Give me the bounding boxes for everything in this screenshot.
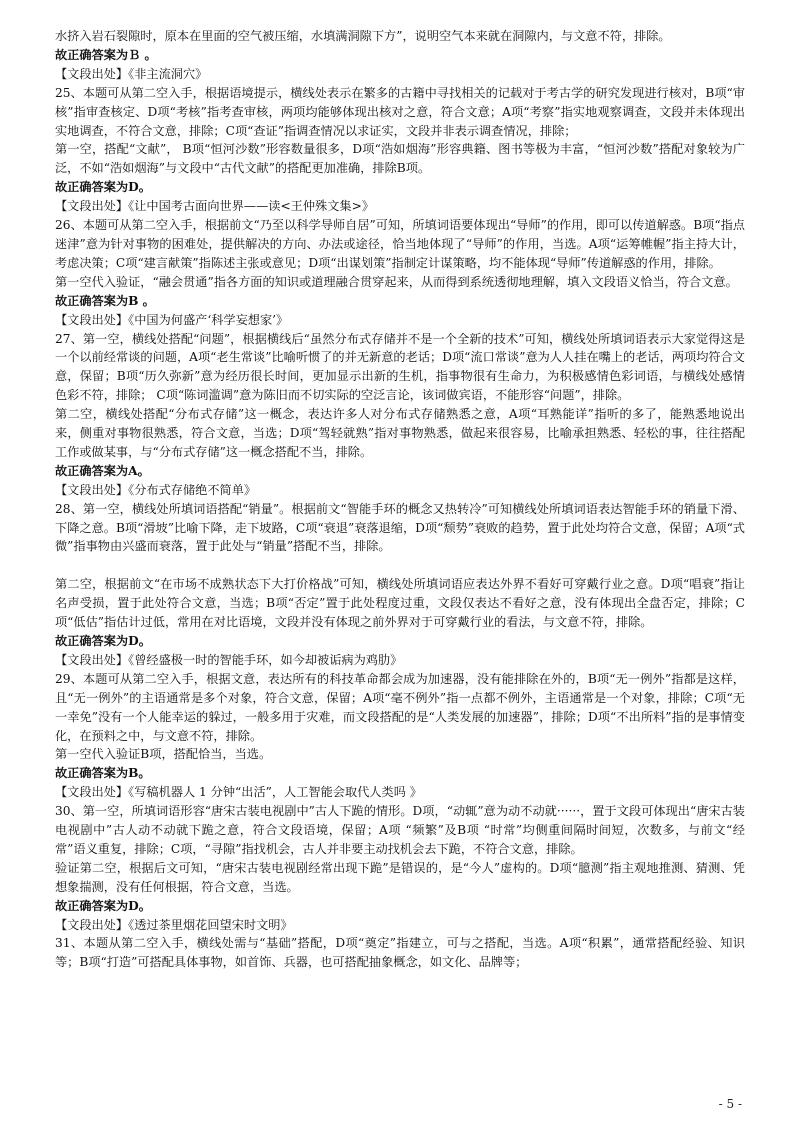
answer-line: 故正确答案为D。 [55,633,151,648]
source-citation: 【文段出处】《透过茶里烟花回望宋时文明》 [55,917,293,932]
answer-line: 故正确答案为A。 [55,463,150,478]
explanation-paragraph: 30、第一空，所填词语形容“唐宋古装电视剧中”古人下跪的情形。D项，“动辄”意为动不动就······，置于文段可体现出“唐宋古装电视剧中”古人动不动就下跪之意，符合文段语境，保留；A项 “频繁”及B项 “时常”均侧重间隔时间短，次数多，与前文“经常”语义重复，排除；C项，“寻隙”指找机会，古人并非要主动找机会去下跪，不符合文意，排除。 [55,804,745,856]
source-citation: 【文段出处】《写稿机器人 1 分钟“出活”，人工智能会取代人类吗 》 [55,785,422,800]
source-citation: 【文段出处】《中国为何盛产‘科学妄想家’》 [55,312,289,327]
answer-line: 故正确答案为D。 [55,180,151,195]
source-citation: 【文段出处】《非主流洞穴》 [55,66,208,81]
explanation-paragraph: 第二空，横线处搭配“分布式存储”这一概念，表达许多人对分布式存储熟悉之意，A项“耳熟能详”指听的多了，能熟悉地说出来，侧重对事物很熟悉，符合文意，当选；D项“驾轻就熟”指对事物熟悉，做起来很容易，比喻承担熟悉、轻松的事，往往搭配工作或做某事，与“分布式存储”这一概念搭配不当，排除。 [55,407,745,459]
explanation-paragraph: 25、本题可从第二空入手，根据语境提示，横线处表示在繁多的古籍中寻找相关的记载对于考古学的研究发现进行核对，B项“审核”指审查核定、D项“考核”指考查审核，两项均能够体现出核对之意，符合文意；A项“考察”指实地观察调查，文段并未体现出实地调查，不符合文意，排除；C项“查证”指调查情况以求证实，文段并非表示调查情况，排除； [55,85,745,138]
answer-line: 故正确答案为B。 [55,766,151,781]
answer-line: 故正确答案为D。 [55,898,151,913]
explanation-paragraph: 第一空代入验证B项，搭配恰当，当选。 [55,747,272,762]
explanation-paragraph: 26、本题可从第二空入手，根据前文“乃至以科学导师自居”可知，所填词语要体现出“导师”的作用，即可以传道解惑。B项“指点迷津”意为针对事物的困难处，提供解决的方向、办法或途径，恰当地体现了“导师”的作用，当选。A项“运筹帷幄”指主持大计，考虑决策；C项“建言献策”指陈述主张或意见；D项“出谋划策”指制定计谋策略，均不能体现“导师”传道解惑的作用，排除。 [55,218,745,270]
explanation-paragraph: 28、第一空，横线处所填词语搭配“销量”。根据前文“智能手环的概念又热转冷”可知横线处所填词语表达智能手环的销量下滑、下降之意。B项“滑坡”比喻下降，走下坡路，C项“衰退”衰落退缩，D项“颓势”衰败的趋势，置于此处均符合文意，保留；A项“式微”指事物由兴盛而衰落，置于此处与“销量”搭配不当，排除。 [55,501,745,554]
answer-line: 故正确答案为Ｂ 。 [55,47,157,62]
page-number: - 5 - [718,1097,742,1111]
source-citation: 【文段出处】《让中国考古面向世界——读<王仲殊文集>》 [55,199,375,214]
explanation-paragraph: 29、本题可从第二空入手，根据文意，表达所有的科技革命都会成为加速器，没有能排除在外的，B项“无一例外”指都是这样，且“无一例外”的主语通常是多个对象，符合文意，保留；A项“毫不例外”指一点都不例外，主语通常是一个对象，排除；C项“无一幸免”没有一个人能幸运的躲过，一般多用于灾难，而文段搭配的是“人类发展的加速器”，排除；D项“不出所料”指的是事情变化，在预料之中，与文意不符，排除。 [55,671,745,743]
explanation-paragraph: 31、本题从第二空入手，横线处需与“基础”搭配，D项“奠定”指建立，可与之搭配，当选。A项“积累”，通常搭配经验、知识等；B项“打造”可搭配具体事物，如首饰、兵器，也可搭配抽象概念，如文化、品牌等； [55,936,745,970]
explanation-paragraph: 第一空，搭配“文献”， B项“恒河沙数”形容数量很多，D项“浩如烟海”形容典籍、图书等极为丰富，“恒河沙数”搭配对象较为广泛，不如“浩如烟海”与文段中“古代文献”的搭配更加准确，排除B项。 [55,142,745,176]
explanation-paragraph: 第二空，根据前文“在市场不成熟状态下大打价格战”可知，横线处所填词语应表达外界不看好可穿戴行业之意。D项“唱衰”指让名声受损，置于此处符合文意，当选；B项“否定”置于此处程度过重，文段仅表达不看好之意，没有体现出全盘否定，排除；C项“低估”指估计过低，常用在对比语境，文段并没有体现之前外界对于可穿戴行业的看法，与文意不符，排除。 [55,577,745,630]
explanation-paragraph: 27、第一空，横线处搭配“问题”，根据横线后“虽然分布式存储并不是一个全新的技术”可知，横线处所填词语表示大家觉得这是一个以前经常谈的问题，A项“老生常谈”比喻听惯了的并无新意的老话；D项“流口常谈”意为人人挂在嘴上的老话，两项均符合文意，保留；B项“历久弥新”意为经历很长时间，更加显示出新的生机，指事物很有生命力，为积极感情色彩词语，与横线处感情色彩不符，排除； C项“陈词滥调”意为陈旧而不切实际的空泛言论，该词做宾语，不能形容“问题”，排除。 [55,331,745,403]
document-body [55,27,745,972]
explanation-paragraph: 验证第二空，根据后文可知，“唐宋古装电视剧经常出现下跪”是错误的，是“今人”虚构的。D项“臆测”指主观地推测、猜测、凭想象揣测，没有任何根据，符合文意，当选。 [55,860,745,894]
answer-line: 故正确答案为B 。 [55,293,155,308]
explanation-paragraph: 第一空代入验证，“融会贯通”指各方面的知识或道理融合贯穿起来，从而得到系统透彻地理解，填入文段语义恰当，符合文意。 [55,274,738,289]
source-citation: 【文段出处】《分布式存储绝不简单》 [55,482,257,497]
explanation-paragraph: 水挤入岩石裂隙时，原本在里面的空气被压缩，水填满洞隙下方”，说明空气本来就在洞隙内，与文意不符，排除。 [55,29,671,43]
source-citation: 【文段出处】《曾经盛极一时的智能手环，如今却被诟病为鸡肋》 [55,652,403,667]
blank-line [55,556,745,575]
